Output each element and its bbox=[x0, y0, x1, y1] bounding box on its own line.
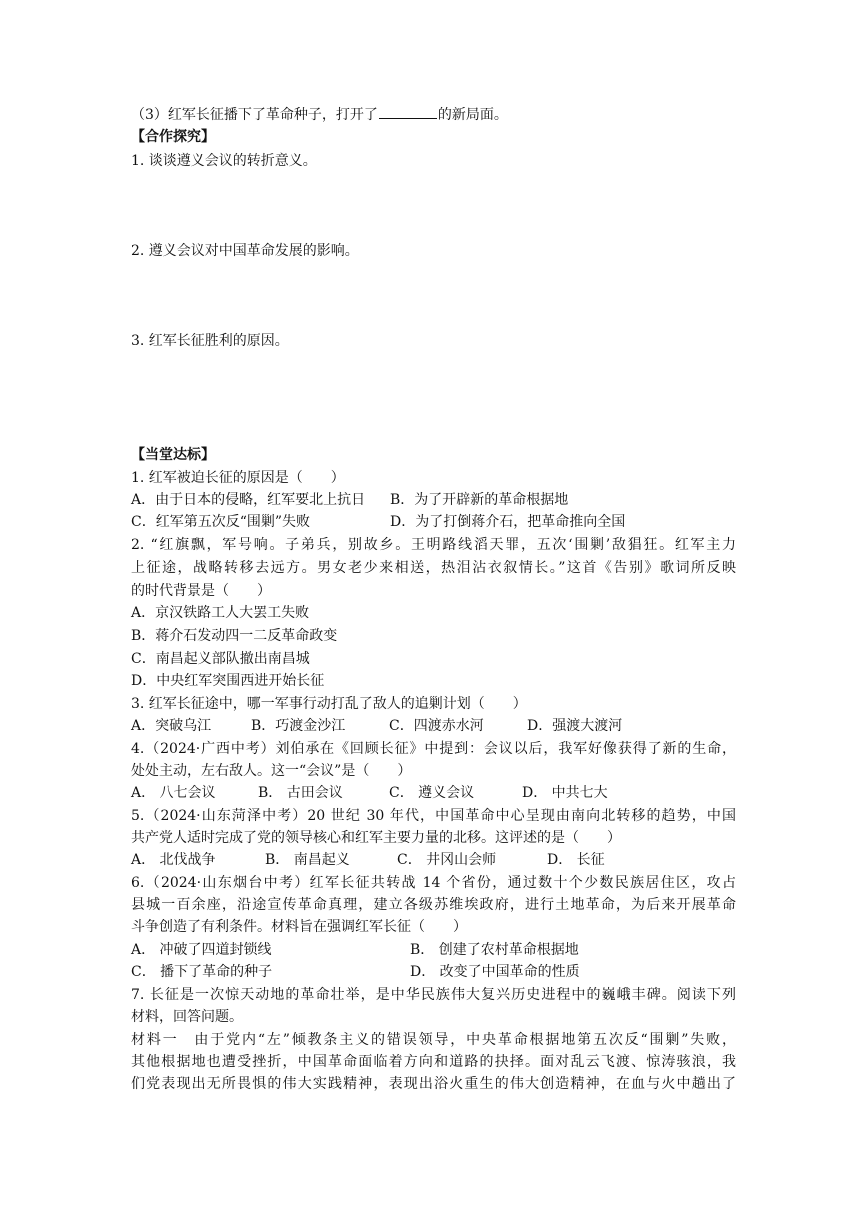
hezuo-q3: 3. 红军长征胜利的原因。 bbox=[131, 333, 289, 349]
q6-option-a: A． 冲破了四道封锁线 bbox=[131, 942, 272, 958]
q2-option-c: C．南昌起义部队撤出南昌城 bbox=[131, 651, 310, 667]
q3-option-a: A．突破乌江 bbox=[131, 718, 212, 734]
q5-option-b: B． 南昌起义 bbox=[265, 852, 350, 868]
material-1-line-1: 材料一 由于党内“左”倾教条主义的错误领导，中央革命根据地第五次反“围剿”失败， bbox=[131, 1032, 736, 1048]
question-5-line-1: 5.（2024·山东菏泽中考）20 世纪 30 年代，中国革命中心呈现由南向北转移的趋势，中国 bbox=[131, 808, 736, 824]
question-3: 3. 红军长征途中，哪一军事行动打乱了敌人的追剿计划（ ） bbox=[131, 696, 527, 712]
material-1-line-3: 们党表现出无所畏惧的伟大实践精神，表现出浴火重生的伟大创造精神，在血与火中趟出了 bbox=[131, 1076, 736, 1092]
question-2-line-2: 上征途，战略转移去远方。男女老少来相送，热泪沾衣叙情长。”这首《告别》歌词所反映 bbox=[131, 560, 736, 576]
q2-option-a: A．京汉铁路工人大罢工失败 bbox=[131, 605, 310, 621]
hezuo-q1: 1. 谈谈遵义会议的转折意义。 bbox=[131, 153, 317, 169]
q1-option-b: B．为了开辟新的革命根据地 bbox=[390, 492, 569, 508]
question-2-line-3: 的时代背景是（ ） bbox=[131, 583, 271, 599]
question-1: 1. 红军被迫长征的原因是（ ） bbox=[131, 470, 345, 486]
q3-option-d: D．强渡大渡河 bbox=[527, 718, 623, 734]
question-4-line-2: 处处主动，左右敌人。这一“会议”是（ ） bbox=[131, 763, 412, 779]
q5-option-a: A． 北伐战争 bbox=[131, 852, 216, 868]
question-2-line-1: 2. “红旗飘，军号响。子弟兵，别故乡。王明路线滔天罪，五次‘围剿’敌猖狂。红军主力 bbox=[131, 537, 736, 553]
question-7-line-1: 7. 长征是一次惊天动地的革命壮举，是中华民族伟大复兴历史进程中的巍峨丰碑。阅读下列 bbox=[131, 987, 736, 1003]
q3-option-c: C．四渡赤水河 bbox=[389, 718, 484, 734]
q4-option-c: C． 遵义会议 bbox=[389, 785, 475, 801]
q1-option-c: C．红军第五次反“围剿”失败 bbox=[131, 514, 311, 530]
q3-option-b: B．巧渡金沙江 bbox=[251, 718, 346, 734]
question-6-line-2: 县城一百余座，沿途宣传革命真理，建立各级苏维埃政府，进行土地革命，为后来开展革命 bbox=[131, 897, 736, 913]
q1-option-a: A．由于日本的侵略，红军要北上抗日 bbox=[131, 492, 366, 508]
fill-blank-3: （3）红军长征播下了革命种子，打开了 的新局面。 bbox=[131, 104, 508, 126]
q6-option-b: B． 创建了农村革命根据地 bbox=[410, 942, 579, 958]
q5-option-c: C． 井冈山会师 bbox=[397, 852, 497, 868]
q4-option-d: D． 中共七大 bbox=[522, 785, 608, 801]
q2-option-d: D．中央红军突围西进开始长征 bbox=[131, 673, 325, 689]
q4-option-a: A． 八七会议 bbox=[131, 785, 216, 801]
q6-option-d: D． 改变了中国革命的性质 bbox=[410, 964, 580, 980]
q6-option-c: C． 播下了革命的种子 bbox=[131, 964, 273, 980]
q4-option-b: B． 古田会议 bbox=[258, 785, 343, 801]
hezuo-q2: 2. 遵义会议对中国革命发展的影响。 bbox=[131, 243, 359, 259]
q2-option-b: B．蒋介石发动四一二反革命政变 bbox=[131, 628, 338, 644]
section-heading-dangtang: 【当堂达标】 bbox=[131, 447, 215, 463]
q1-option-d: D．为了打倒蒋介石，把革命推向全国 bbox=[390, 514, 626, 530]
q5-option-d: D． 长征 bbox=[547, 852, 605, 868]
question-6-line-1: 6.（2024·山东烟台中考）红军长征共转战 14 个省份，通过数十个少数民族居住区，攻占 bbox=[131, 875, 736, 891]
question-6-line-3: 斗争创造了有利条件。材料旨在强调红军长征（ ） bbox=[131, 919, 467, 935]
material-1-line-2: 其他根据地也遭受挫折，中国革命面临着方向和道路的抉择。面对乱云飞渡、惊涛骇浪，我 bbox=[131, 1054, 736, 1070]
question-4-line-1: 4.（2024·广西中考）刘伯承在《回顾长征》中提到：会议以后，我军好像获得了新的生命， bbox=[131, 741, 736, 757]
section-heading-hezuo: 【合作探究】 bbox=[131, 129, 215, 145]
question-5-line-2: 共产党人适时完成了党的领导核心和红军主要力量的北移。这评述的是（ ） bbox=[131, 830, 621, 846]
question-7-line-2: 材料，回答问题。 bbox=[131, 1009, 243, 1025]
answer-blank bbox=[379, 104, 437, 119]
